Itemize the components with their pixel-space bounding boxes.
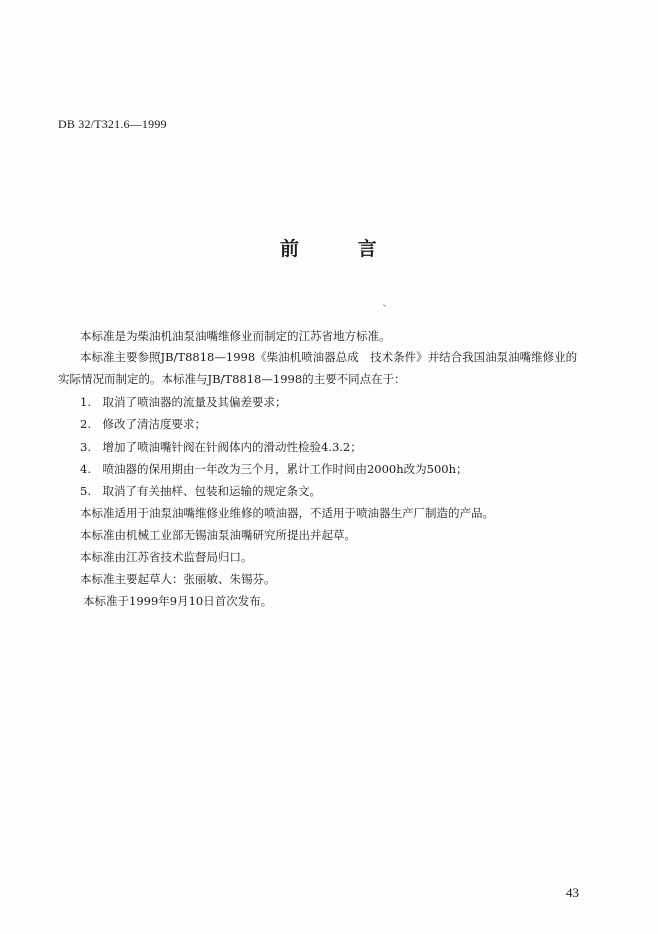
page-number: 43 bbox=[566, 885, 579, 900]
list-item: 2. 修改了清洁度要求； bbox=[80, 417, 206, 431]
paragraph-line: 本标准是为柴油机油泵油嘴维修业而制定的江苏省地方标准。 bbox=[80, 329, 391, 343]
paragraph-line: 本标准适用于油泵油嘴维修业维修的喷油器，不适用于喷油器生产厂制造的产品。 bbox=[80, 506, 494, 520]
list-item: 5. 取消了有关抽样、包装和运输的规定条文。 bbox=[80, 484, 321, 498]
paragraph-line: 本标准主要参照JB/T8818—1998《柴油机喷油器总成 技术条件》并结合我国油泵油嘴维修业的 bbox=[80, 350, 578, 364]
list-item: 3. 增加了喷油嘴针阀在针阀体内的滑动性检验4.3.2； bbox=[80, 440, 362, 454]
page-title: 前 言 bbox=[280, 238, 403, 260]
paragraph-line: 本标准主要起草人：张丽敏、朱锡芬。 bbox=[80, 572, 276, 586]
list-item: 1. 取消了喷油器的流量及其偏差要求； bbox=[80, 395, 287, 409]
paragraph-line: 本标准于1999年9月10日首次发布。 bbox=[83, 594, 273, 608]
paragraph-line: 本标准由江苏省技术监督局归口。 bbox=[80, 550, 253, 564]
paragraph-line: 实际情况而制定的。本标准与JB/T8818—1998的主要不同点在于： bbox=[58, 372, 406, 386]
scan-speck bbox=[383, 304, 386, 307]
list-item: 4. 喷油器的保用期由一年改为三个月，累计工作时间由2000h改为500h； bbox=[80, 462, 468, 476]
standard-code: DB 32/T321.6—1999 bbox=[58, 117, 167, 131]
paragraph-line: 本标准由机械工业部无锡油泵油嘴研究所提出并起草。 bbox=[80, 528, 356, 542]
